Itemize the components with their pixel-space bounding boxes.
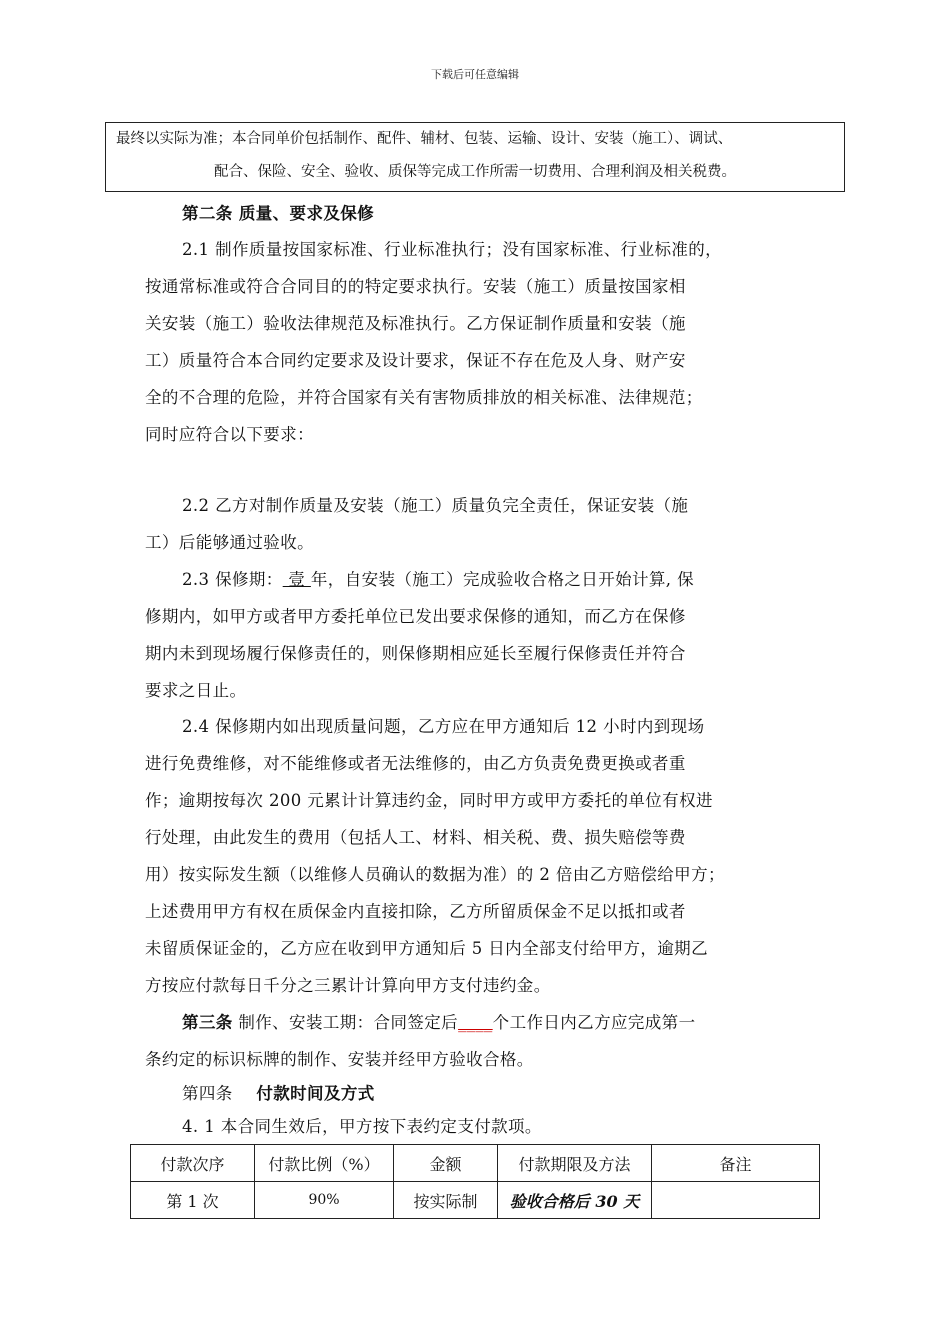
- th-order: 付款次序: [131, 1145, 255, 1182]
- p24-line-1: 进行免费维修，对不能维修或者无法维修的，由乙方负责免费更换或者重: [145, 754, 686, 773]
- p23-line-0: [182, 566, 694, 590]
- payment-table: [130, 1144, 820, 1219]
- cell-term: 验收合格后 30 天: [498, 1182, 652, 1219]
- price-note-box: [105, 122, 845, 192]
- p21-line-1: 按通常标准或符合合同目的的特定要求执行。安装（施工）质量按国家相: [145, 277, 686, 296]
- cell-remark: [652, 1182, 820, 1219]
- p23-line-2: 期内未到现场履行保修责任的，则保修期相应延长至履行保修责任并符合: [145, 644, 686, 663]
- header-note: 下载后可任意编辑: [431, 68, 519, 81]
- cell-amount: 按实际制: [394, 1182, 498, 1219]
- cell-order: 第 1 次: [131, 1182, 255, 1219]
- p21-line-5: 同时应符合以下要求：: [145, 425, 314, 444]
- article-4-title: 付款时间及方式: [256, 1084, 375, 1103]
- p24-line-6: 未留质保证金的，乙方应在收到甲方通知后 5 日内全部支付给甲方，逾期乙: [145, 939, 708, 958]
- article-3-text-a: 制作、安装工期：合同签定后: [232, 1013, 459, 1032]
- p21-line-4: 全的不合理的危险，并符合国家有关有害物质排放的相关标准、法律规范；: [145, 388, 703, 407]
- p24-line-4: 用）按实际发生额（以维修人员确认的数据为准）的 2 倍由乙方赔偿给甲方；: [145, 865, 725, 884]
- article-3-line-1: 条约定的标识标牌的制作、安装并经甲方验收合格。: [145, 1050, 534, 1069]
- article-3-line-0: [182, 1009, 695, 1033]
- p22-line-0: 2.2 乙方对制作质量及安装（施工）质量负完全责任，保证安装（施: [182, 496, 689, 515]
- article-4-label: 第四条: [182, 1084, 233, 1103]
- th-ratio: 付款比例（%）: [255, 1145, 394, 1182]
- p23-suffix: 年，自安装（施工）完成验收合格之日开始计算, 保: [310, 570, 694, 589]
- p23-line-3: 要求之日止。: [145, 681, 247, 700]
- work-days-blank: ____: [458, 1013, 493, 1032]
- p21-line-2: 关安装（施工）验收法律规范及标准执行。乙方保证制作质量和安装（施: [145, 314, 686, 333]
- p22-line-1: 工）后能够通过验收。: [145, 533, 314, 552]
- p41: 4. 1 本合同生效后，甲方按下表约定支付款项。: [182, 1117, 542, 1136]
- box-line-1: 最终以实际为准；本合同单价包括制作、配件、辅材、包装、运输、设计、安装（施工）、调试、: [116, 131, 733, 147]
- article-2-title: 第二条 质量、要求及保修: [182, 204, 375, 223]
- article-4-heading: [182, 1080, 375, 1104]
- p24-line-0: 2.4 保修期内如出现质量问题，乙方应在甲方通知后 12 小时内到现场: [182, 717, 705, 736]
- p21-line-3: 工）质量符合本合同约定要求及设计要求，保证不存在危及人身、财产安: [145, 351, 686, 370]
- article-3-title: 第三条: [182, 1013, 233, 1032]
- article-3-text-b: 个工作日内乙方应完成第一: [492, 1013, 696, 1032]
- p23-prefix: 2.3 保修期：: [182, 570, 283, 589]
- warranty-years: 壹: [282, 570, 311, 589]
- p24-line-3: 行处理，由此发生的费用（包括人工、材料、相关税、费、损失赔偿等费: [145, 828, 686, 847]
- cell-ratio: 90%: [255, 1182, 394, 1219]
- table-row: [131, 1182, 820, 1219]
- p21-line-0: 2.1 制作质量按国家标准、行业标准执行；没有国家标准、行业标准的，: [182, 240, 723, 259]
- th-amount: 金额: [394, 1145, 498, 1182]
- p24-line-5: 上述费用甲方有权在质保金内直接扣除，乙方所留质保金不足以抵扣或者: [145, 902, 686, 921]
- th-term: 付款期限及方法: [498, 1145, 652, 1182]
- p23-line-1: 修期内，如甲方或者甲方委托单位已发出要求保修的通知，而乙方在保修: [145, 607, 686, 626]
- th-remark: 备注: [652, 1145, 820, 1182]
- table-header-row: [131, 1145, 820, 1182]
- p24-line-7: 方按应付款每日千分之三累计计算向甲方支付违约金。: [145, 976, 551, 995]
- p24-line-2: 作；逾期按每次 200 元累计计算违约金，同时甲方或甲方委托的单位有权进: [145, 791, 713, 810]
- box-line-2: 配合、保险、安全、验收、质保等完成工作所需一切费用、合理利润及相关税费。: [214, 164, 736, 180]
